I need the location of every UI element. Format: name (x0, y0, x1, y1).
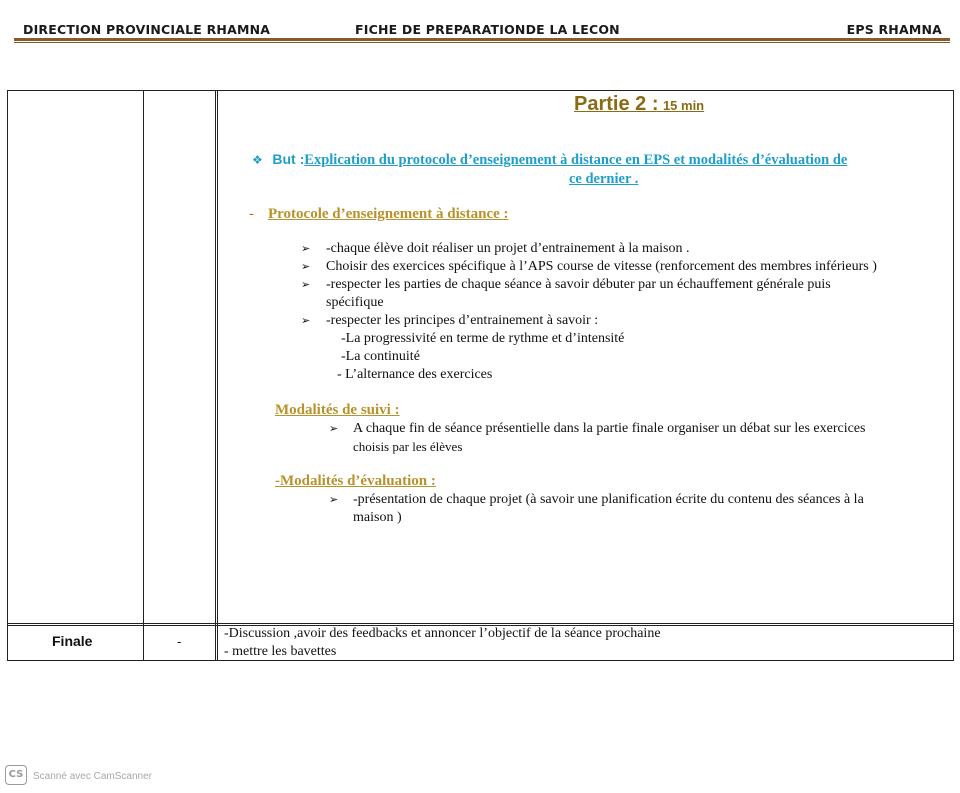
but-label: But : (272, 151, 305, 167)
finale-phase-label: Finale (52, 633, 93, 649)
protocole-item-4: -respecter les principes d’entrainement à savoir : (326, 313, 599, 328)
table-col-divider-2b (217, 90, 218, 661)
table-bottom-border (7, 660, 954, 661)
arrow-bullet-icon: ➢ (301, 242, 311, 255)
evaluation-line-2: maison ) (353, 510, 402, 525)
header-left-text: DIRECTION PROVINCIALE RHAMNA (23, 22, 271, 37)
header-center-text: FICHE DE PREPARATIONDE LA LECON (355, 22, 620, 37)
table-col-divider-1 (143, 90, 144, 661)
arrow-bullet-icon: ➢ (301, 314, 311, 327)
protocole-sub-item-3: - L’alternance des exercices (337, 367, 493, 382)
partie-title (574, 93, 704, 116)
table-left-border (7, 90, 8, 661)
suivi-line-1: A chaque fin de séance présentielle dans la partie finale organiser un débat sur les exercices (353, 421, 866, 436)
protocole-dash: - (249, 206, 254, 222)
protocole-sub-item-1: -La progressivité en terme de rythme et d’intensité (341, 331, 625, 346)
camscanner-text: Scanné avec CamScanner (33, 771, 152, 782)
finale-line-2: - mettre les bavettes (224, 644, 337, 659)
camscanner-logo: CS (5, 765, 27, 785)
suivi-title-text: Modalités de suivi : (275, 402, 400, 418)
table-top-border (7, 90, 954, 91)
protocole-sub-item-2: -La continuité (341, 349, 420, 364)
but-text-line1: Explication du protocole d’enseignement à distance en EPS et modalités d’évaluation de (304, 152, 848, 168)
table-right-border (953, 90, 954, 661)
finale-duration: - (177, 634, 182, 649)
header-right-text: EPS RHAMNA (846, 22, 942, 37)
but-text-line2: ce dernier . (569, 171, 639, 187)
header-rule-thin (14, 42, 950, 43)
protocole-item-3-cont: spécifique (326, 295, 384, 310)
evaluation-line-1: -présentation de chaque projet (à savoir une planification écrite du contenu des séances à la (353, 492, 864, 507)
partie-duration: 15 min (662, 98, 705, 113)
suivi-line-2: choisis par les élèves (353, 439, 463, 454)
protocole-item-1: -chaque élève doit réaliser un projet d’entrainement à la maison . (326, 241, 690, 256)
table-col-divider-2 (215, 90, 216, 661)
table-row-divider (7, 623, 954, 624)
protocole-item-3: -respecter les parties de chaque séance à savoir débuter par un échauffement générale puis (326, 277, 831, 292)
page-header (14, 20, 950, 38)
arrow-bullet-icon: ➢ (329, 422, 339, 435)
arrow-bullet-icon: ➢ (301, 260, 311, 273)
arrow-bullet-icon: ➢ (329, 493, 339, 506)
protocole-item-2: Choisir des exercices spécifique à l’APS course de vitesse (renforcement des membres inférieurs ) (326, 259, 877, 274)
but-line (252, 151, 952, 169)
suivi-section-title (275, 402, 400, 419)
evaluation-section-title (275, 473, 436, 490)
partie-title-text: Partie 2 : (574, 93, 659, 115)
finale-line-1: -Discussion ,avoir des feedbacks et annoncer l’objectif de la séance prochaine (224, 626, 661, 641)
diamond-bullet-icon: ❖ (252, 153, 263, 167)
header-rule (14, 38, 950, 41)
arrow-bullet-icon: ➢ (301, 278, 311, 291)
protocole-section-title (249, 206, 509, 223)
evaluation-title-text: -Modalités d’évaluation : (275, 473, 436, 489)
protocole-title-text: Protocole d’enseignement à distance : (268, 206, 509, 222)
